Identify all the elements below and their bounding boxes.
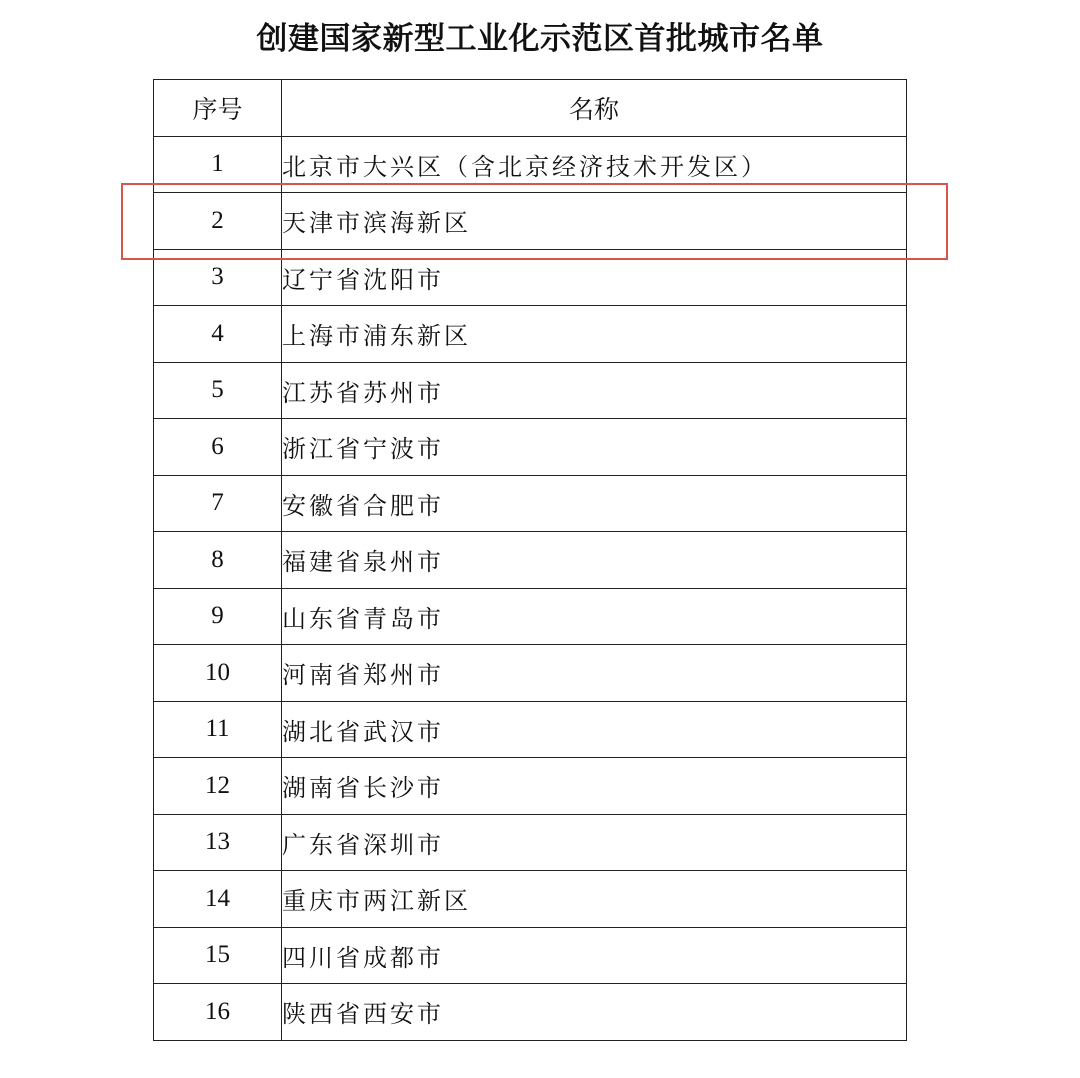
row-name: 天津市滨海新区	[282, 193, 907, 250]
table-row	[154, 419, 907, 476]
row-name: 江苏省苏州市	[282, 362, 907, 419]
row-name: 北京市大兴区（含北京经济技术开发区）	[282, 136, 907, 193]
row-name: 四川省成都市	[282, 927, 907, 984]
row-number: 13	[154, 814, 282, 871]
row-number: 3	[154, 249, 282, 306]
row-number: 4	[154, 306, 282, 363]
row-number: 5	[154, 362, 282, 419]
table-row	[154, 475, 907, 532]
table-row	[154, 136, 907, 193]
header-name: 名称	[282, 80, 907, 137]
row-number: 16	[154, 984, 282, 1041]
table-row	[154, 701, 907, 758]
row-number: 14	[154, 871, 282, 928]
row-name: 重庆市两江新区	[282, 871, 907, 928]
row-number: 1	[154, 136, 282, 193]
table-row	[154, 814, 907, 871]
table-row	[154, 871, 907, 928]
row-name: 湖南省长沙市	[282, 758, 907, 815]
row-number: 10	[154, 645, 282, 702]
row-number: 9	[154, 588, 282, 645]
row-name: 浙江省宁波市	[282, 419, 907, 476]
row-number: 15	[154, 927, 282, 984]
table-row	[154, 306, 907, 363]
row-name: 安徽省合肥市	[282, 475, 907, 532]
row-name: 上海市浦东新区	[282, 306, 907, 363]
table-row	[154, 984, 907, 1041]
row-number: 7	[154, 475, 282, 532]
row-name: 广东省深圳市	[282, 814, 907, 871]
table-row	[154, 927, 907, 984]
row-number: 2	[154, 193, 282, 250]
table-header-row	[154, 80, 907, 137]
table-row	[154, 758, 907, 815]
table-row	[154, 588, 907, 645]
row-number: 11	[154, 701, 282, 758]
row-number: 8	[154, 532, 282, 589]
document-title: 创建国家新型工业化示范区首批城市名单	[256, 21, 824, 57]
header-number: 序号	[154, 80, 282, 137]
table-row	[154, 532, 907, 589]
city-list-table	[153, 79, 907, 1041]
row-number: 12	[154, 758, 282, 815]
row-name: 福建省泉州市	[282, 532, 907, 589]
row-number: 6	[154, 419, 282, 476]
table-row	[154, 249, 907, 306]
table-row	[154, 645, 907, 702]
row-name: 辽宁省沈阳市	[282, 249, 907, 306]
row-name: 湖北省武汉市	[282, 701, 907, 758]
row-name: 河南省郑州市	[282, 645, 907, 702]
row-name: 陕西省西安市	[282, 984, 907, 1041]
table-row-highlighted	[154, 193, 907, 250]
table-row	[154, 362, 907, 419]
row-name: 山东省青岛市	[282, 588, 907, 645]
